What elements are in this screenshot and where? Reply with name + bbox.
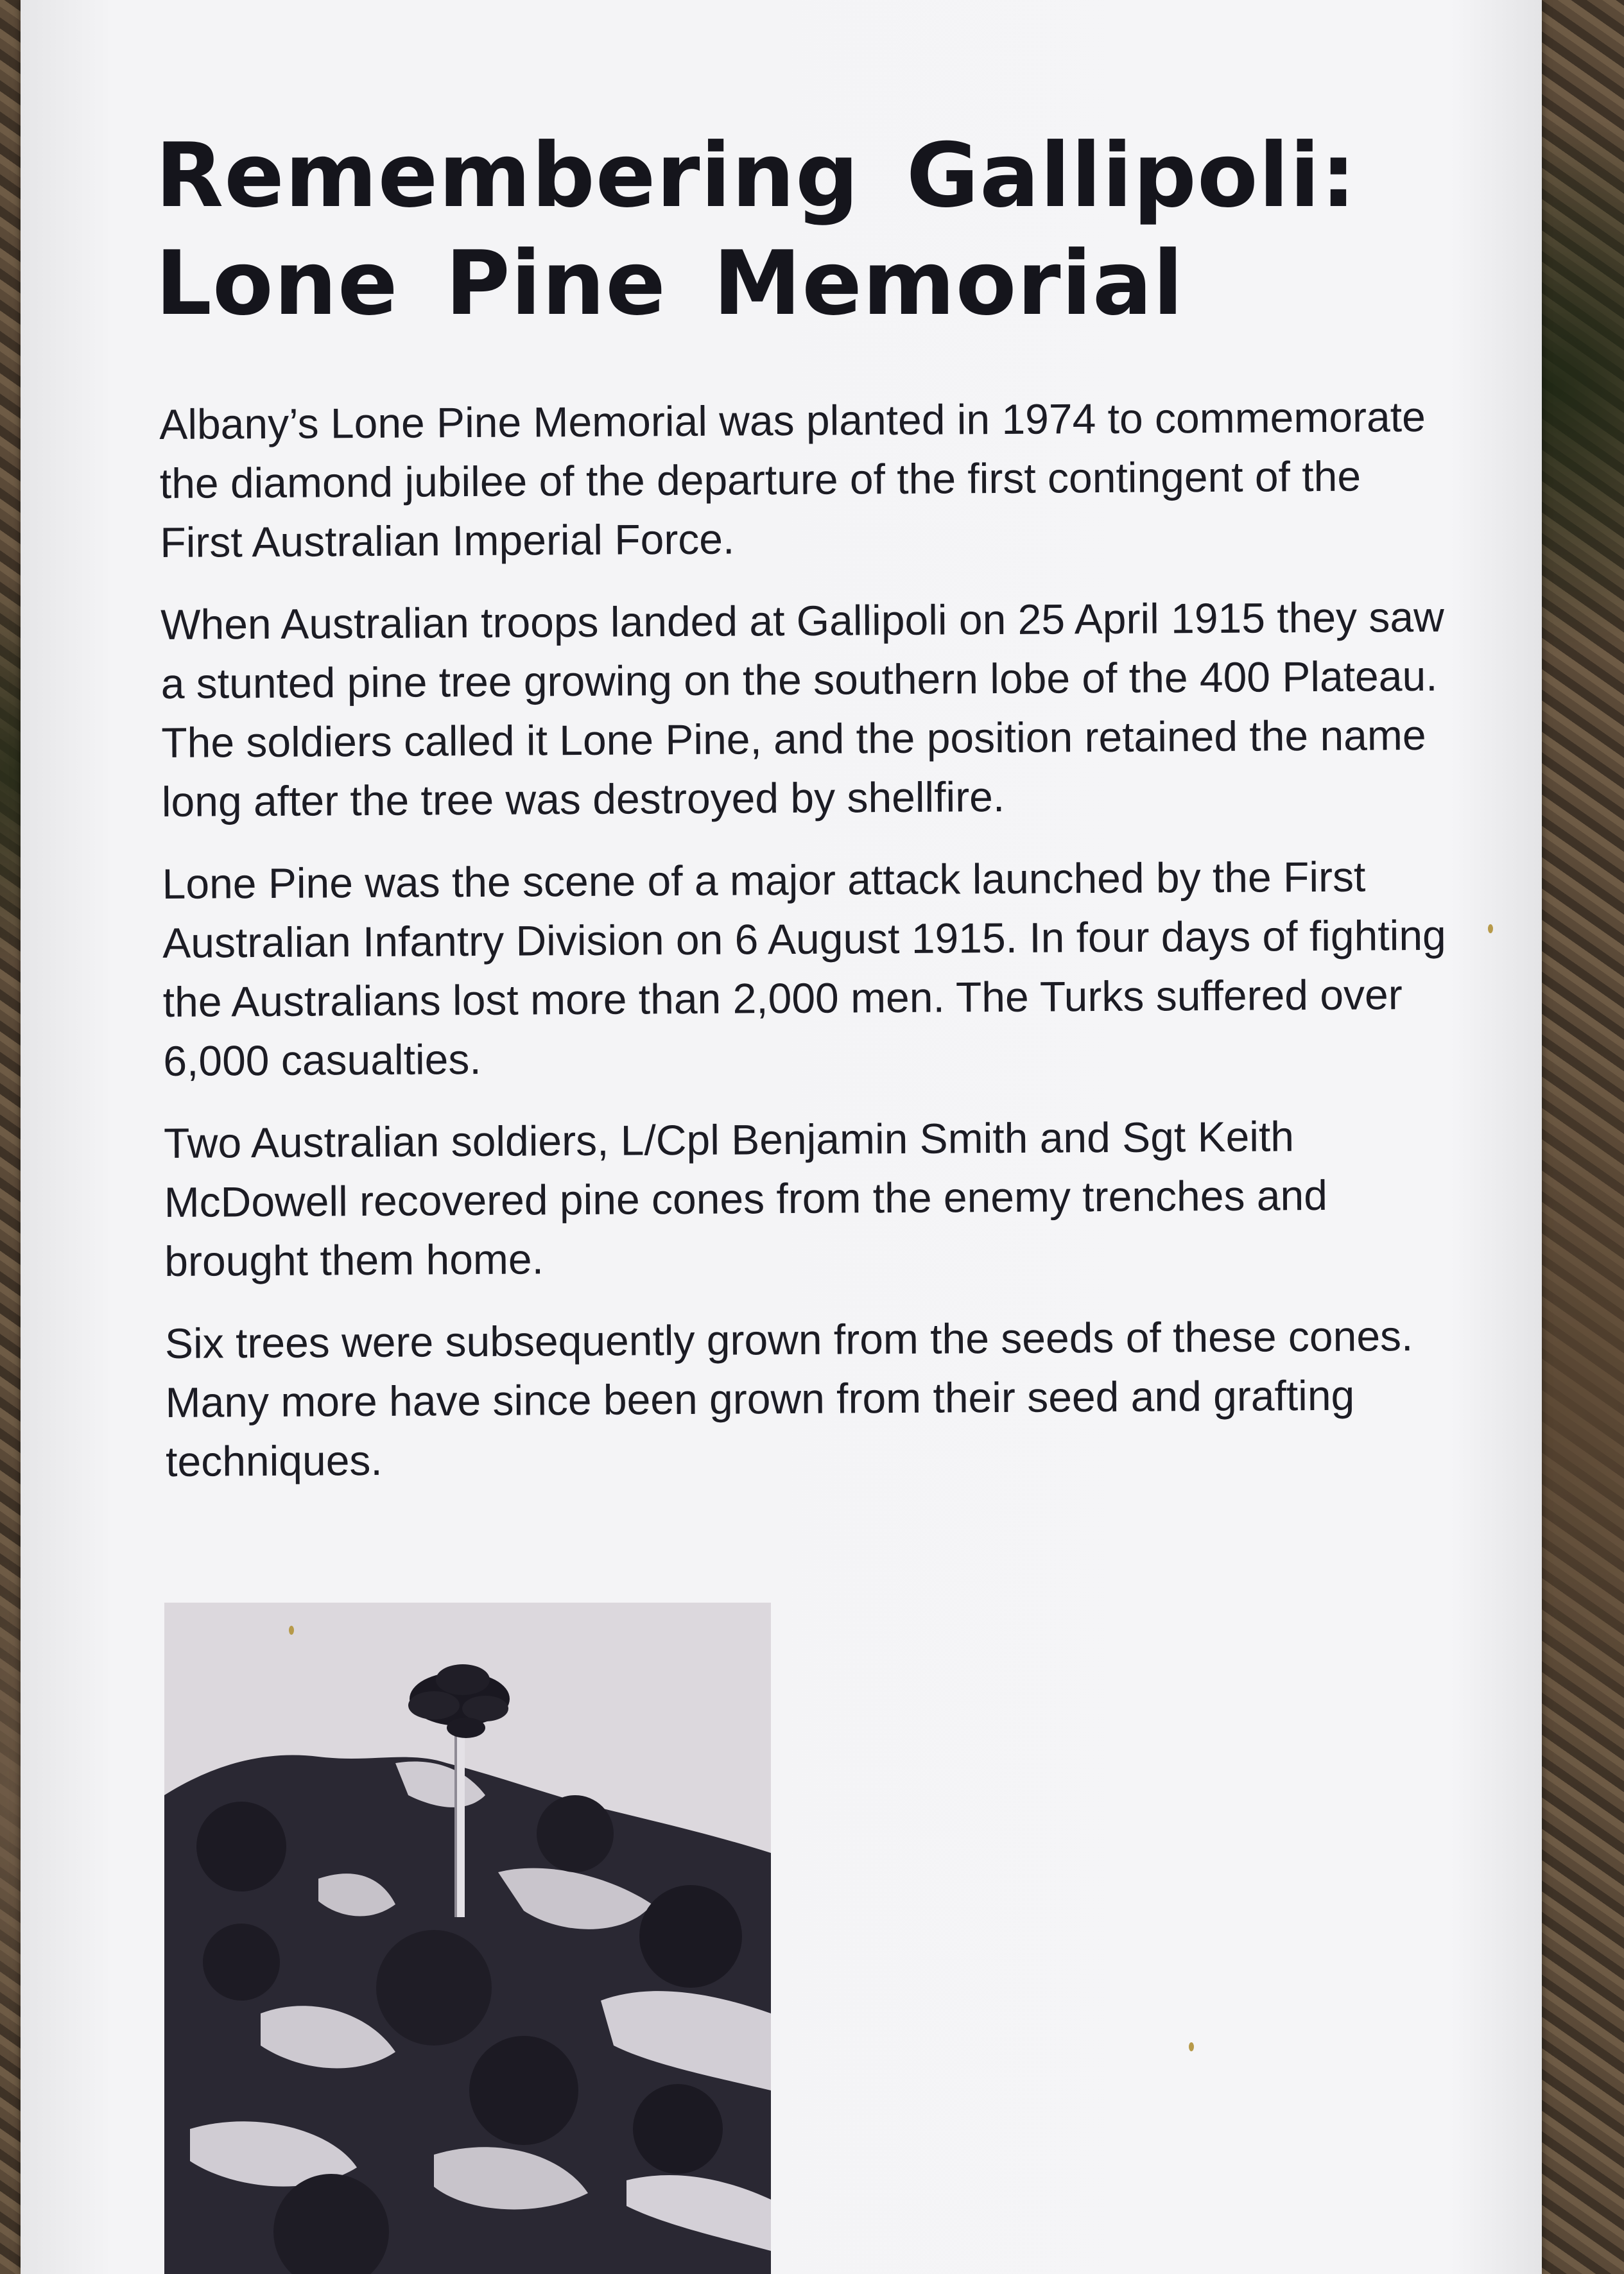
paint-speck <box>1189 2042 1194 2051</box>
paragraph-soldiers: Two Australian soldiers, L/Cpl Benjamin Smith and Sgt Keith McDowell recovered pine cones from the enemy trenches and brought them home. <box>163 1112 1328 1285</box>
paragraph-landing: When Australian troops landed at Gallipoli on 25 April 1915 they saw a stunted pine tree growing on the southern lobe of the 400 Plateau. The soldiers called it Lone Pine, and the position retained the name long after the tree was destroyed by shellfire. <box>160 592 1444 825</box>
sign-title-line-2: Lone Pine Memorial <box>155 232 1184 335</box>
sign-title-line-1: Remembering Gallipoli: <box>155 124 1357 227</box>
paragraph-trees: Six trees were subsequently grown from the seeds of these cones. Many more have since been grown from their seed and grafting techniques. <box>164 1312 1413 1485</box>
sign-body <box>159 387 1450 1514</box>
paint-speck <box>1488 924 1493 933</box>
lone-pine-photo <box>164 1603 771 2274</box>
paragraph-planting: Albany’s Lone Pine Memorial was planted in 1974 to commemorate the diamond jubilee of the departure of the first contingent of the First Australian Imperial Force. <box>159 392 1426 566</box>
paint-speck <box>289 1626 294 1635</box>
sign-title <box>155 122 1375 338</box>
lone-pine-illustration <box>164 1603 771 2274</box>
paragraph-battle: Lone Pine was the scene of a major attack launched by the First Australian Infantry Division on 6 August 1915. In four days of fighting the Australians lost more than 2,000 men. The Turks suffered over 6,000 casualties. <box>162 852 1446 1085</box>
